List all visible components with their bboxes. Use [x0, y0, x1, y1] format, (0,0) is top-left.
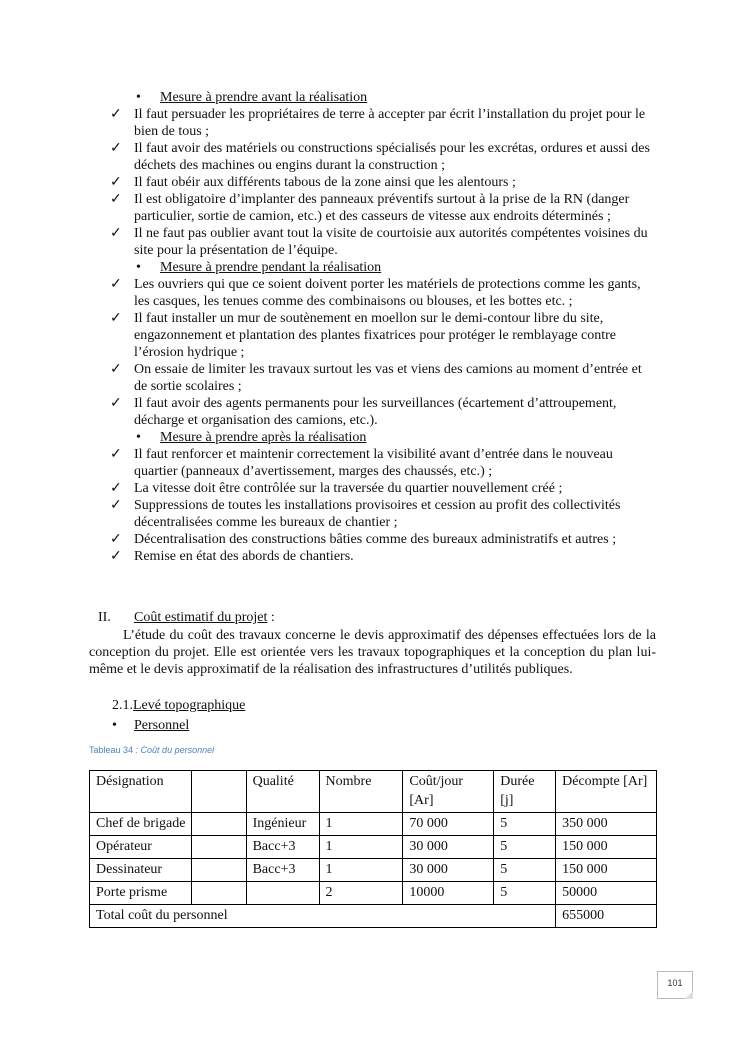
table-cell: [246, 882, 319, 905]
checkmark-icon: ✓: [110, 192, 122, 207]
checkmark-icon: ✓: [110, 532, 122, 547]
table-header-row: [90, 771, 657, 813]
table-cell: Opérateur: [90, 836, 192, 859]
checkmark-icon: ✓: [110, 175, 122, 190]
list-item: ✓ Il faut persuader les propriétaires de terre à accepter par écrit l’installation du projet pour le bien de tous ;: [110, 107, 646, 139]
table-caption: Tableau 34 : Coût du personnel: [89, 745, 215, 755]
table-cell: Chef de brigade: [90, 813, 192, 836]
table-cell: [191, 813, 246, 836]
table-cell: 5: [494, 882, 556, 905]
table-cell: Ingénieur: [246, 813, 319, 836]
measure-heading: • Mesure à prendre pendant la réalisation: [136, 260, 382, 275]
table-cell: 5: [494, 859, 556, 882]
bullet-icon: •: [112, 718, 117, 733]
total-label: Total coût du personnel: [90, 905, 556, 928]
list-item: ✓ Décentralisation des constructions bâties comme des bureaux administratifs et autres ;: [110, 532, 617, 547]
measures-list: [0, 89, 745, 565]
table-header-cell: Désignation: [90, 771, 192, 813]
checkmark-icon: ✓: [110, 311, 122, 326]
checkmark-icon: ✓: [110, 549, 122, 564]
table-cell: 2: [319, 882, 403, 905]
list-item: ✓ Il faut installer un mur de soutènement en moellon sur le demi-contour libre du site, engazonnement et plantation des plantes fixatrices pour protéger le remblayage contre l’érosion hydrique ;: [110, 311, 617, 360]
list-item: ✓ Suppressions de toutes les installations provisoires et cession au profit des collectivités décentralisées comme les bureaux de chantier ;: [110, 498, 621, 530]
table-cell: 150 000: [556, 859, 657, 882]
table-header-cell: Coût/jour [Ar]: [403, 771, 494, 813]
checkmark-icon: ✓: [110, 498, 122, 513]
list-item: ✓ Remise en état des abords de chantiers.: [110, 549, 354, 564]
personnel-bullet: • Personnel: [112, 718, 190, 733]
table-cell: Bacc+3: [246, 836, 319, 859]
table-cell: 50000: [556, 882, 657, 905]
measure-heading: • Mesure à prendre après la réalisation: [136, 430, 367, 445]
table-row: [90, 882, 657, 905]
checkmark-icon: ✓: [110, 226, 122, 241]
table-cell: Dessinateur: [90, 859, 192, 882]
table-cell: 10000: [403, 882, 494, 905]
table-cell: 5: [494, 836, 556, 859]
table-header-cell: Décompte [Ar]: [556, 771, 657, 813]
personnel-cost-table: [89, 770, 657, 928]
table-header-cell: Durée [j]: [494, 771, 556, 813]
section-title: Coût estimatif du projet: [134, 610, 268, 625]
checkmark-icon: ✓: [110, 396, 122, 411]
table-total-row: [90, 905, 657, 928]
table-header-cell: Qualité: [246, 771, 319, 813]
list-item: ✓ On essaie de limiter les travaux surtout les vas et viens des camions au moment d’entrée et de sortie scolaires ;: [110, 362, 642, 394]
table-cell: Bacc+3: [246, 859, 319, 882]
table-cell: [191, 859, 246, 882]
table-cell: 350 000: [556, 813, 657, 836]
list-item: ✓ La vitesse doit être contrôlée sur la traversée du quartier nouvellement créé ;: [110, 481, 563, 496]
list-item: ✓ Il est obligatoire d’implanter des panneaux préventifs surtout à la prise de la RN (danger particulier, sortie de camion, etc.) et des casseurs de vitesse aux endroits déterminés ;: [110, 192, 630, 224]
list-item: ✓ Il ne faut pas oublier avant tout la visite de courtoisie aux autorités compétentes voisines du site pour la présentation de l’équipe.: [110, 226, 648, 258]
list-item: ✓ Il faut renforcer et maintenir correctement la visibilité avant d’entrée dans le nouveau quartier (panneaux d’avertissement, marges des chaussés, etc.) ;: [110, 447, 613, 479]
table-cell: 30 000: [403, 836, 494, 859]
table-row: [90, 859, 657, 882]
table-cell: [191, 882, 246, 905]
page-number: 101: [657, 971, 693, 999]
subsection-title: Levé topographique: [133, 698, 246, 713]
checkmark-icon: ✓: [110, 447, 122, 462]
table-header-cell: Nombre: [319, 771, 403, 813]
table-cell: 30 000: [403, 859, 494, 882]
table-header-cell: [191, 771, 246, 813]
section-paragraph: L’étude du coût des travaux concerne le devis approximatif des dépenses effectuées lors de la conception du projet. Elle est orientée vers les travaux topographiques et la conception du plan lui-même et le devis approximatif de la réalisation des infrastructures d’utilités publiques.: [89, 628, 656, 677]
table-cell: 1: [319, 813, 403, 836]
checkmark-icon: ✓: [110, 481, 122, 496]
list-item: ✓ Les ouvriers qui que ce soient doivent porter les matériels de protections comme les gants, les casques, les tenues comme des combinaisons ou blouses, et les bottes etc. ;: [110, 277, 641, 309]
section-heading: II. Coût estimatif du projet :: [98, 610, 275, 625]
table-cell: 1: [319, 859, 403, 882]
list-item: ✓ Il faut avoir des matériels ou constructions spécialisés pour les excrétas, ordures et aussi des déchets des machines ou engins durant la construction ;: [110, 141, 650, 173]
bullet-icon: •: [136, 90, 141, 105]
table-row: [90, 836, 657, 859]
table-cell: 5: [494, 813, 556, 836]
table-cell: 150 000: [556, 836, 657, 859]
checkmark-icon: ✓: [110, 362, 122, 377]
table-cell: Porte prisme: [90, 882, 192, 905]
checkmark-icon: ✓: [110, 107, 122, 122]
table-cell: 1: [319, 836, 403, 859]
total-value: 655000: [556, 905, 657, 928]
table-cell: [191, 836, 246, 859]
bullet-icon: •: [136, 260, 141, 275]
list-item: ✓ Il faut obéir aux différents tabous de la zone ainsi que les alentours ;: [110, 175, 516, 190]
section-number: II.: [98, 610, 111, 625]
checkmark-icon: ✓: [110, 141, 122, 156]
checkmark-icon: ✓: [110, 277, 122, 292]
bullet-icon: •: [136, 430, 141, 445]
table-row: [90, 813, 657, 836]
subsection-heading: 2.1.Levé topographique: [112, 698, 246, 713]
table-cell: 70 000: [403, 813, 494, 836]
list-item: ✓ Il faut avoir des agents permanents pour les surveillances (écartement d’attroupement, décharge et organisation des camions, etc.).: [110, 396, 617, 428]
measure-heading: • Mesure à prendre avant la réalisation: [136, 90, 368, 105]
